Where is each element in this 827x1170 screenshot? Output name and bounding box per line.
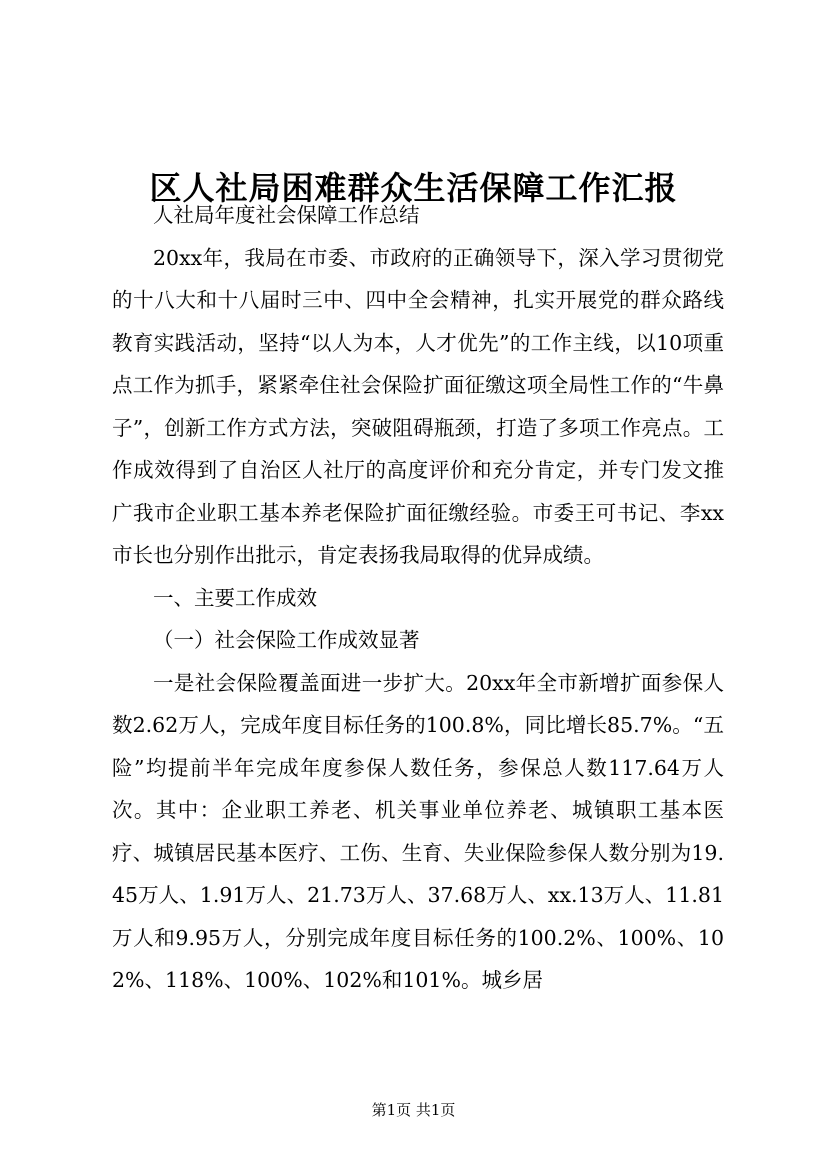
document-title: 区人社局困难群众生活保障工作汇报 [149, 169, 678, 208]
intro-paragraph: 20xx年，我局在市委、市政府的正确领导下，深入学习贯彻党的十八大和十八届时三中、四中全会精神，扎实开展党的群众路线教育实践活动，坚持“以人为本，人才优先”的工作主线，以10项重点工作为抓手，紧紧牵住社会保险扩面征缴这项全局性工作的“牛鼻子”，创新工作方式方法，突破阻碍瓶颈，打造了多项工作亮点。工作成效得到了自治区人社厅的高度评价和充分肯定，并专门发文推广我市企业职工基本养老保险扩面征缴经验。市委王可书记、李xx市长也分别作出批示，肯定表扬我局取得的优异成绩。 [112, 245, 724, 567]
subsection-heading: （一）社会保险工作成效显著 [153, 628, 420, 652]
document-body [112, 194, 724, 1002]
section-heading: 一、主要工作成效 [153, 585, 317, 610]
subtitle-paragraph: 人社局年度社会保障工作总结 [153, 203, 420, 227]
page-footer: 第1页 共1页 [371, 1101, 456, 1119]
body-paragraph: 一是社会保险覆盖面进一步扩大。20xx年全市新增扩面参保人数2.62万人，完成年度目标任务的100.8%，同比增长85.7%。“五险”均提前半年完成年度参保人数任务，参保总人数117.64万人次。其中：企业职工养老、机关事业单位养老、城镇职工基本医疗、城镇居民基本医疗、工伤、生育、失业保险参保人数分别为19.45万人、1.91万人、21.73万人、37.68万人、xx.13万人、11.81万人和9.95万人，分别完成年度目标任务的100.2%、100%、102%、118%、100%、102%和101%。城乡居 [112, 670, 724, 992]
